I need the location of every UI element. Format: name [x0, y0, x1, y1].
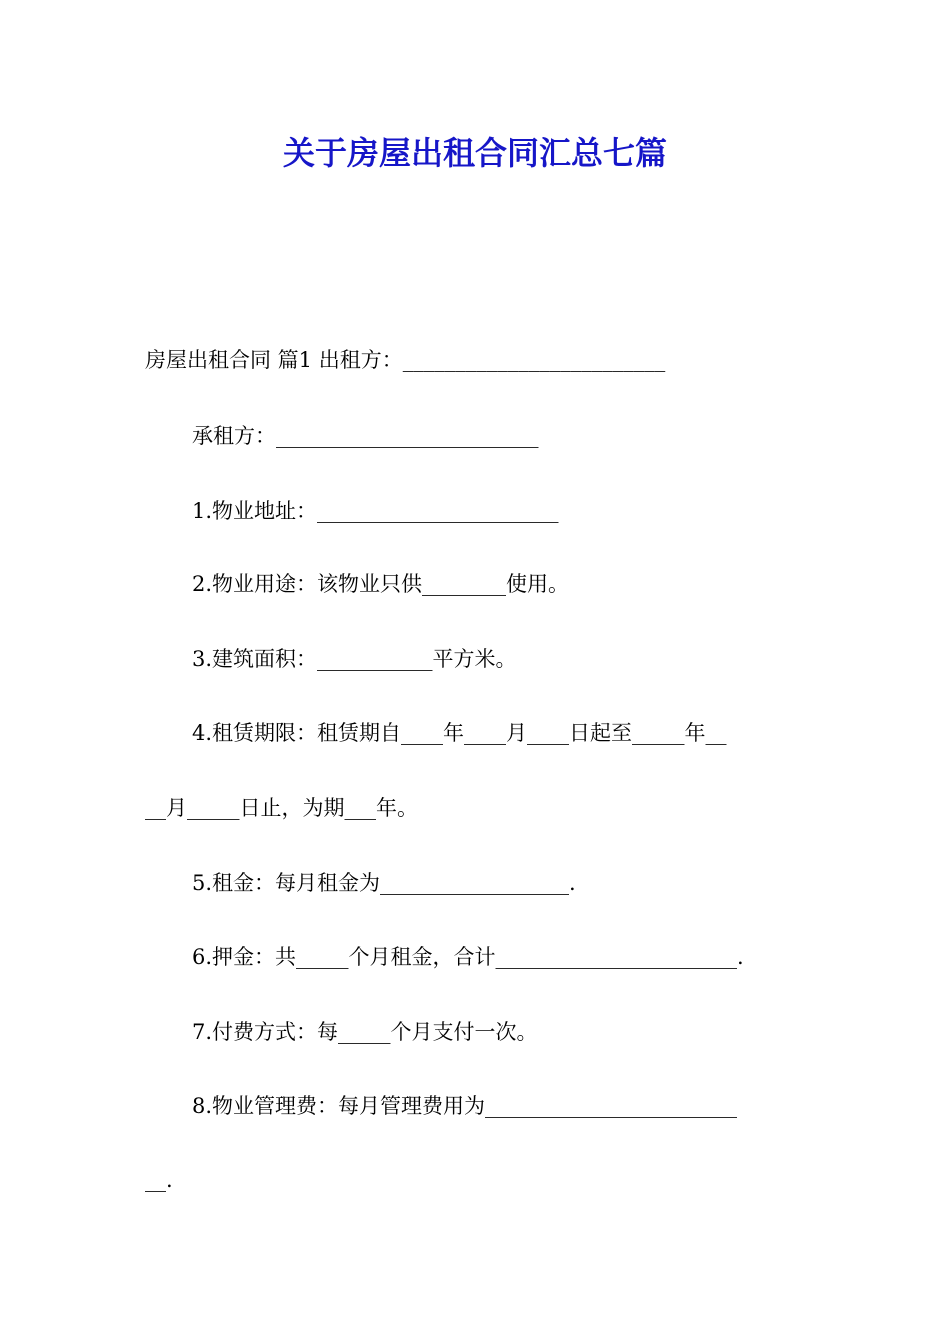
- paragraph-line: 3.建筑面积：___________平方米。: [192, 647, 517, 671]
- paragraph-line: 4.租赁期限：租赁期自____年____月____日起至_____年__: [192, 721, 727, 745]
- paragraph-line: 6.押金：共_____个月租金，合计_______________________.: [192, 945, 744, 969]
- paragraph-line: 2.物业用途：该物业只供________使用。: [192, 572, 570, 596]
- paragraph-line: 1.物业地址：_______________________: [192, 499, 559, 523]
- document-title: 关于房屋出租合同汇总七篇: [282, 134, 667, 172]
- paragraph-line: 8.物业管理费：每月管理费用为________________________: [192, 1094, 738, 1118]
- paragraph-line: __月_____日止，为期___年。: [145, 796, 418, 820]
- paragraph-line: 5.租金：每月租金为__________________.: [192, 871, 576, 895]
- paragraph-line: 承租方：_________________________: [192, 424, 539, 448]
- paragraph-line: 7.付费方式：每_____个月支付一次。: [192, 1020, 538, 1044]
- paragraph-line: 房屋出租合同 篇1 出租方：_________________________: [145, 348, 666, 372]
- paragraph-line: __.: [145, 1168, 173, 1192]
